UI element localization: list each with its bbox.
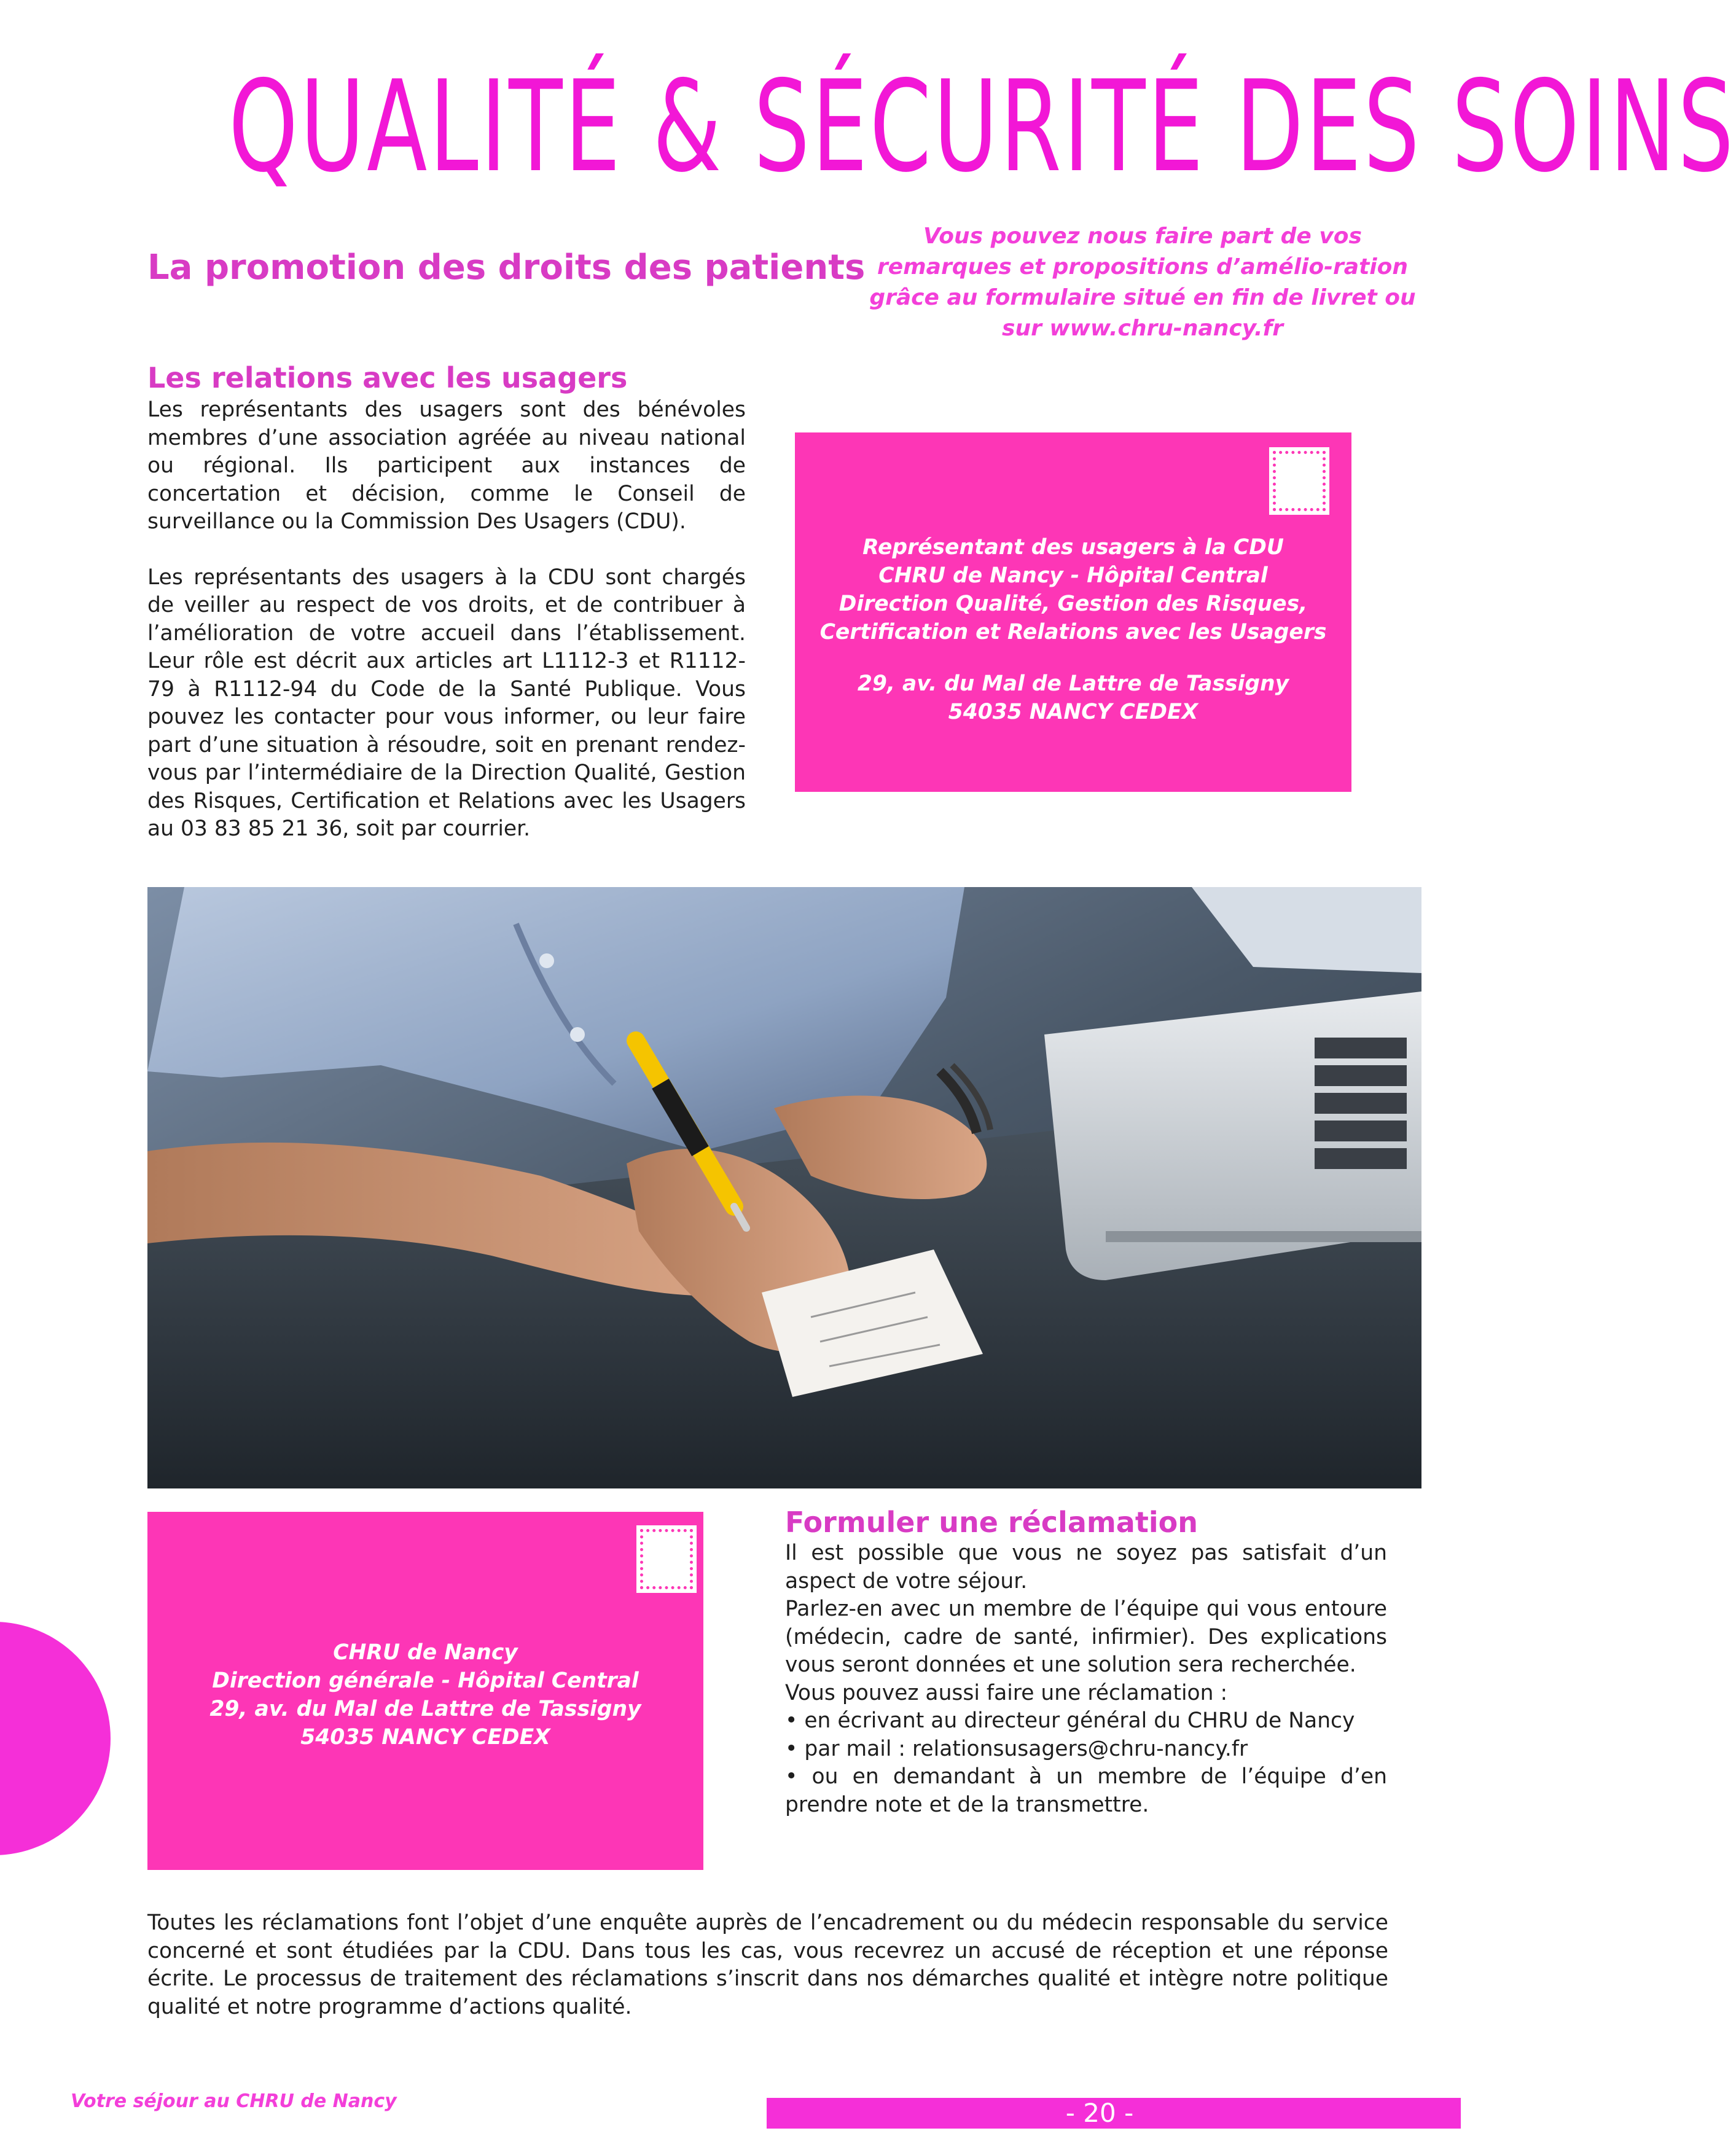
envelope-cdu-line-5: 29, av. du Mal de Lattre de Tassigny <box>857 671 1289 696</box>
envelope-cdu-line-1: Représentant des usagers à la CDU <box>862 535 1284 560</box>
page-number: - 20 - <box>1065 2098 1134 2128</box>
reclamation-bullet-3: • ou en demandant à un membre de l’équipe d’en prendre note et de la transmettre. <box>785 1764 1387 1817</box>
envelope-cdu <box>795 432 1351 792</box>
reclamation-paragraph-1: Il est possible que vous ne soyez pas satisfait d’un aspect de votre séjour. <box>785 1541 1387 1594</box>
envelope-dg-address <box>147 1638 703 1751</box>
envelope-dg-line-1: CHRU de Nancy <box>333 1640 518 1665</box>
envelope-cdu-line-3: Direction Qualité, Gestion des Risques, <box>839 592 1308 616</box>
usagers-paragraph-1: Les représentants des usagers sont des bénévoles membres d’une association agréée au niveau national ou régional. Ils participent aux instances de concertation et décision, comme le Conseil de surveillance ou la Commission Des Usagers (CDU). <box>147 397 746 534</box>
feedback-note: Vous pouvez nous faire part de vos remarques et propositions d’amélio-ration grâce au formulaire situé en fin de livret ou sur www.chru-nancy.fr <box>869 224 1416 341</box>
stamp-icon <box>1273 451 1326 511</box>
usagers-text <box>147 396 746 843</box>
envelope-cdu-line-2: CHRU de Nancy - Hôpital Central <box>878 563 1268 588</box>
envelope-cdu-line-6: 54035 NANCY CEDEX <box>948 700 1198 724</box>
reclamation-bullet-1: • en écrivant au directeur général du CHRU de Nancy <box>785 1708 1355 1733</box>
decorative-circle <box>0 1622 111 1855</box>
envelope-dg-line-2: Direction générale - Hôpital Central <box>212 1668 639 1693</box>
reclamation-paragraph-3: Vous pouvez aussi faire une réclamation : <box>785 1680 1228 1705</box>
closing-paragraph: Toutes les réclamations font l’objet d’une enquête auprès de l’encadrement ou du médecin responsable du service concerné et sont étudiées par la CDU. Dans tous les cas, vous recevrez un accusé de réception et une réponse écrite. Le processus de traitement des réclamations s’inscrit dans nos démarches qualité et intègre notre politique qualité et notre programme d’actions qualité. <box>147 1911 1388 2019</box>
section-subtitle: La promotion des droits des patients <box>147 248 866 287</box>
heading-relations-usagers: Les relations avec les usagers <box>147 361 628 394</box>
envelope-direction-generale <box>147 1512 703 1870</box>
heading-reclamation: Formuler une réclamation <box>785 1506 1198 1539</box>
envelope-cdu-address <box>795 533 1351 726</box>
page-title: QUALITÉ & SÉCURITÉ DES SOINS <box>229 54 1736 200</box>
reclamation-text <box>785 1539 1387 1819</box>
usagers-paragraph-2: Les représentants des usagers à la CDU sont chargés de veiller au respect de vos droits, et de contribuer à l’amélioration de votre accueil dans l’établissement. Leur rôle est décrit aux articles art L1112-3 et R1112-79 à R1112-94 du Code de la Santé Publique. Vous pouvez les contacter pour vous informer, ou leur faire part d’une situation à résoudre, soit en prenant rendez-vous par l’intermédiaire de la Direction Qualité, Gestion des Risques, Certification et Relations avec les Usagers au 03 83 85 21 36, soit par courrier. <box>147 565 746 841</box>
reclamation-bullet-2: • par mail : relationsusagers@chru-nancy.fr <box>785 1736 1248 1761</box>
stamp-icon <box>640 1529 693 1589</box>
reclamation-paragraph-2: Parlez-en avec un membre de l’équipe qui vous entoure (médecin, cadre de santé, infirmier). Des explications vous seront données et une solution sera recherchée. <box>785 1597 1387 1677</box>
photo-person-writing <box>147 887 1421 1488</box>
envelope-dg-line-4: 54035 NANCY CEDEX <box>300 1725 550 1750</box>
envelope-dg-line-3: 29, av. du Mal de Lattre de Tassigny <box>209 1697 641 1721</box>
envelope-cdu-line-4: Certification et Relations avec les Usagers <box>819 620 1327 644</box>
footer-title: Votre séjour au CHRU de Nancy <box>71 2090 397 2112</box>
